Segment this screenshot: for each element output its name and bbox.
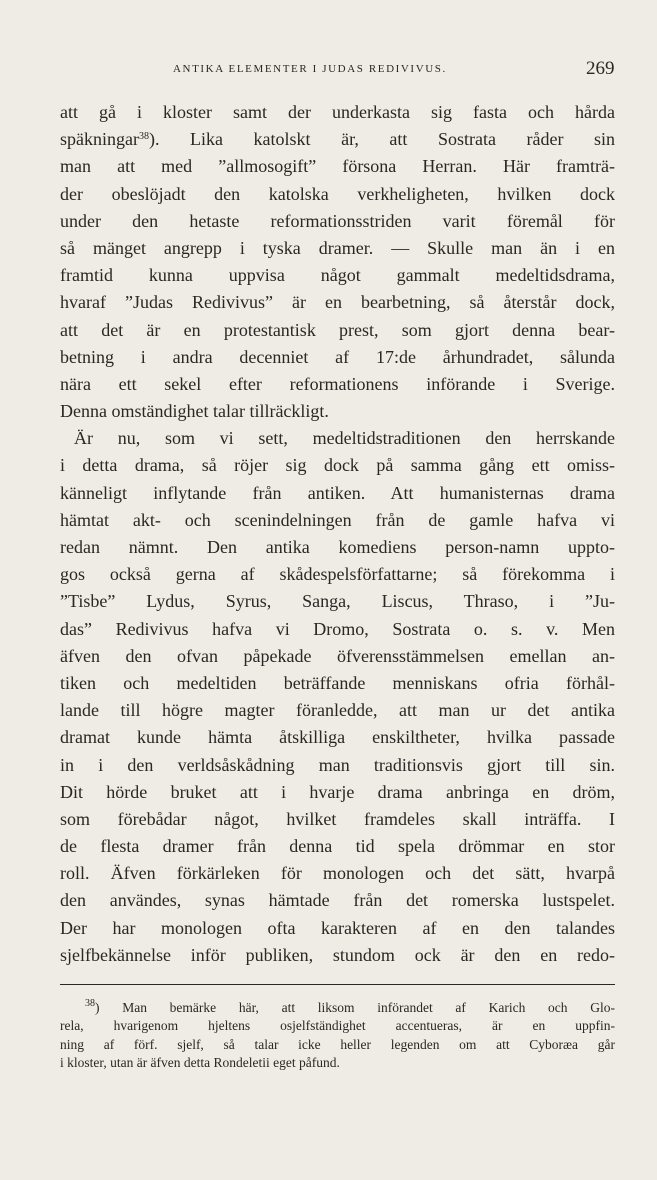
text-line: Der har monologen ofta karakteren af en den talandes [60,917,615,938]
text-line: som förebådar något, hvilket framdeles skall inträffa. I [60,808,615,829]
footnote-line: i kloster, utan är äfven detta Rondeletii eget påfund. [60,1055,340,1071]
text-line: att gå i kloster samt der underkasta sig fasta och hårda [60,102,615,122]
text-line: Är nu, som vi sett, medeltidstraditionen den herrskande [74,428,615,449]
footnote-line: rela, hvarigenom hjeltens osjelfständighet accentueras, är en uppfin- [60,1018,615,1034]
text-line: under den hetaste reformationsstriden varit föremål för [60,210,615,231]
text-line-start: späkningar [60,129,139,150]
text-line: roll. Äfven förkärleken för monologen och det sätt, hvarpå [60,863,615,884]
footnote-line [60,999,615,1017]
text-line: Dit hörde bruket att i hvarje drama anbringa en dröm, [60,781,615,802]
text-line: äfven den ofvan påpekade öfverensstämmelsen emellan an- [60,645,615,666]
text-line: i detta drama, så röjer sig dock på samma gång ett omiss- [60,455,615,476]
text-line: hämtat akt- och scenindelningen från de gamle hafva vi [60,509,615,530]
running-title: ANTIKA ELEMENTER I JUDAS REDIVIVUS. [173,63,447,75]
text-line: lande till högre magter föranledde, att man ur det antika [60,700,615,721]
text-line: framtid kunna uppvisa något gammalt medeltidsdrama, [60,265,615,286]
footnote-divider [60,984,615,985]
text-line: tiken och medeltiden beträffande menniskans ofria förhål- [60,672,615,693]
text-line: redan nämnt. Den antika komediens person-namn uppto- [60,537,615,557]
text-line: hvaraf ”Judas Redivivus” är en bearbetning, så återstår dock, [60,292,615,313]
footnote [60,999,615,1073]
footnote-reference: 38 [138,131,149,143]
text-line: der obeslöjadt den katolska verkheligheten, hvilken dock [60,183,615,204]
text-line: nära ett sekel efter reformationens införande i Sverige. [60,373,615,394]
text-line: Denna omständighet talar tillräckligt. [60,401,329,422]
text-line: gos också gerna af skådespelsförfattarne; så förekomma i [60,564,615,585]
text-line: den användes, synas hämtade från det romerska lustspelet. [60,890,615,911]
text-line: att det är en protestantisk prest, som gjort denna bear- [60,319,615,340]
text-line: man att med ”allmosogift” försona Herran. Här framträ- [60,156,615,177]
text-line: in i den verldsåskådning man traditionsvis gjort till sin. [60,754,615,775]
text-line: känneligt inflytande från antiken. Att humanisternas drama [60,482,615,503]
text-line: das” Redivivus hafva vi Dromo, Sostrata o. s. v. Men [60,618,615,639]
footnote-line: ning af förf. sjelf, så talar icke heller legenden om att Cyboræa går [60,1036,615,1052]
text-line: de flesta dramer från denna tid spela drömmar en stor [60,836,615,857]
footnote-marker: 38 [85,998,95,1009]
text-line: betning i andra decenniet af 17:de århundradet, sålunda [60,346,615,367]
text-line: sjelfbekännelse inför publiken, stundom ock är den en redo- [60,944,615,965]
text-line: ”Tisbe” Lydus, Syrus, Sanga, Liscus, Thraso, i ”Ju- [60,591,615,612]
footnote-line-text: ) Man bemärke här, att liksom införandet af Karich och Glo- [95,1000,615,1015]
text-line: dramat kunde hämta åtskilliga enskiltheter, hvilka passade [60,727,615,748]
body-text [60,99,615,969]
text-line-end: ). Lika katolskt är, att Sostrata råder sin [148,129,615,150]
page-number: 269 [586,58,615,79]
text-line [60,126,615,153]
text-line: så mänget angrepp i tyska dramer. — Skulle man än i en [60,237,615,258]
